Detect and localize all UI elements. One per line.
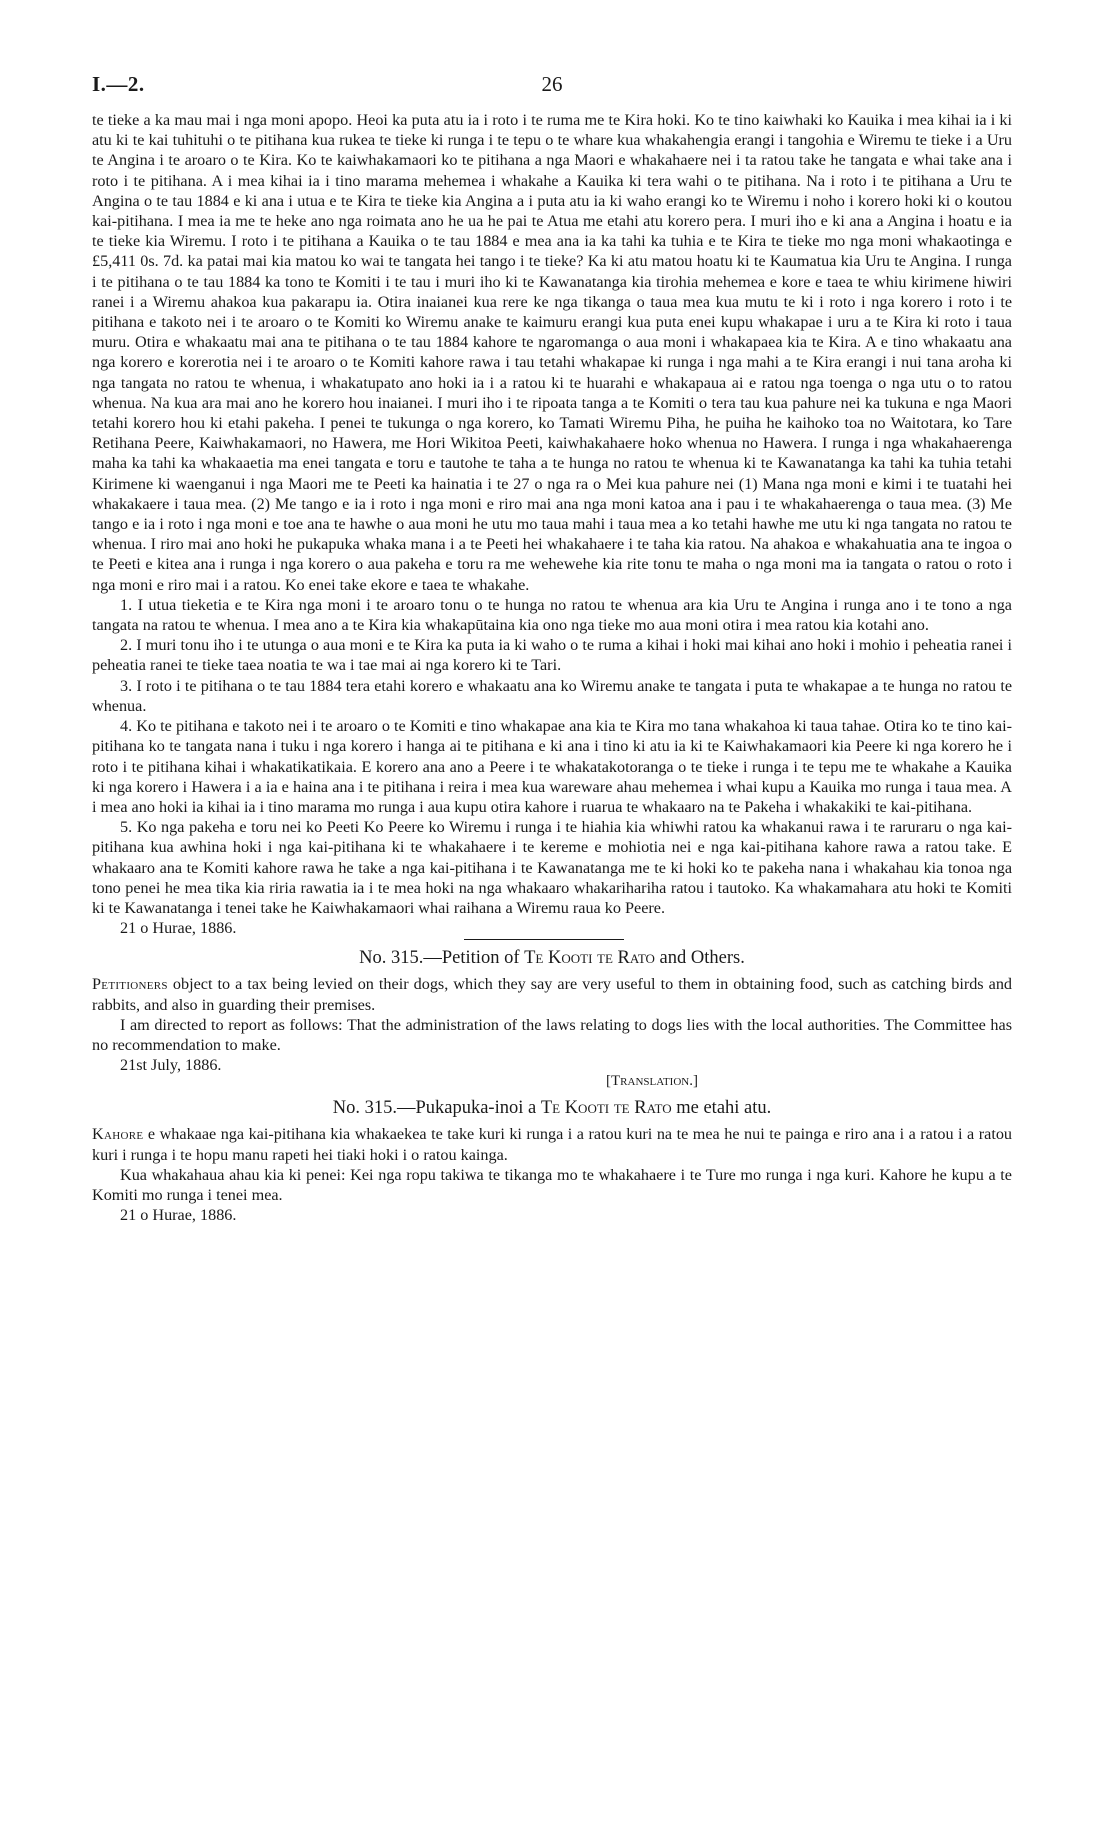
petitioner-name: Te Kooti te Rato	[524, 948, 655, 969]
petition-body	[92, 974, 1012, 1014]
report-item-4: 4. Ko te pitihana e takoto nei i te aroaro o te Komiti e tino whakapae ana kia te Kira mo tana whakahoa ki taua tahae. Otira ko te tino kai-pitihana ko te tangata nana i tuku i nga korero i hanga ai te pitihana e ki ana i tino ki atu ia ki te Kaiwhakamaori kia Peere ki nga korero he i roto i te pitihana kihai i whakatikatikaia. E korero ana ano a Peere i te whakatakotoranga o te tieke i runga i te tepu me te whakahe a Kauika ki nga korero i Hawera i a ia e haina ana i te pitihana i reira i mea kua wareware ahau mehemea i whai kupu a Kauika mo runga i taua mea. A i mea ano hoki ia kihai ia i tino marama mo runga i aua kupu otira kahore i ruarua te whakaaro na te Pakeha i whakakiki te kai-pitihana.	[92, 717, 1012, 816]
page-header	[92, 72, 1012, 110]
petition-lead-word: Petitioners	[92, 975, 168, 994]
report-date: 21 o Hurae, 1886.	[120, 919, 237, 938]
maori-petitioner-name: Te Kooti te Rato	[540, 1098, 672, 1119]
maori-body-text: e whakaae nga kai-pitihana kia whakaekea te take kuri ki runga i a ratou kuri na te mea he nui te painga e riro ana i a ratou i a ratou kuri i runga i te hopu manu rapeti hei tiaki hoki i o ratou kainga.	[92, 1125, 1012, 1164]
report-item-2: 2. I muri tonu iho i te utunga o aua moni e te Kira ka puta ia ki waho o te ruma a kihai i hoki mai kihai ano hoki i mohio i peheatia ranei i peheatia ranei te tieke taea noatia te wa i tae mai ai nga korero ki te Tari.	[92, 636, 1012, 675]
petition-heading	[92, 946, 1012, 970]
maori-petition-body	[92, 1124, 1012, 1164]
petition-body-text: object to a tax being levied on their dogs, which they say are very useful to them in obtaining food, such as catching birds and rabbits, and also in guarding their premises.	[92, 975, 1012, 1014]
section-divider	[464, 939, 624, 940]
petition-english-section	[92, 946, 1012, 1075]
maori-heading-prefix: No. 315.—Pukapuka-inoi a	[332, 1098, 537, 1119]
maori-report-section	[92, 110, 1012, 938]
series-reference: I.—2.	[92, 72, 145, 96]
petition-report: I am directed to report as follows: That the administration of the laws relating to dogs lies with the local authorities. The Committee has no recommendation to make.	[92, 1015, 1012, 1054]
report-paragraph: te tieke a ka mau mai i nga moni apopo. Heoi ka puta atu ia i roto i te ruma me te Kira hoki. Ko te tino kaiwhaki ko Kauika i mea kihai ia i ki atu ki te kai tuhituhi o te pitihana kua rukea te tieke ki runga i te tepu o te whare kua whakahengia erangi i tangohia e Wiremu te tieke i a Uru te Angina i te aroaro o te Kira. Ko te kaiwhakamaori ko te pitihana a nga Maori e whakahaere nei i ta ratou take he tangata e whai take ana i roto i te pitihana. A i mea kihai ia i tino marama mehemea i whakahe a Kauika ki tera wahi o te pitihana. Na i roto i te pitihana a Uru te Angina o te tau 1884 e ki ana i utua e te Kira te tieke kia Angina a i puta atu ia ki waho erangi ko te Wiremu i noho i korero hoki ki o koutou kai-pitihana. I mea ia me te heke ano nga roimata ano he ua he pai te Atua me etahi atu korero pera. I muri iho e ki ana a Angina i hoatu e ia te tieke kia Wiremu. I roto i te pitihana a Kauika o te tau 1884 e mea ana ia ka tahi ka tuhia e te Kira te tieke mo nga moni whakaotinga e £5,411 0s. 7d. ka patai mai kia matou ko wai te tangata hei tango i te tieke? Ka ki atu matou hoatu ki te Kaumatua kia Uru te Angina. I runga i te pitihana o te tau 1884 ka tono te Komiti i te tau i muri iho ki te Kawanatanga kia tirohia mehemea e kore e taea te whiu kirimene hiwiri ranei i a Wiremu ahakoa kua pakarapu ia. Otira inaianei kua rere ke nga tikanga o taua mea kua mutu te ki i roto i nga korero i roto i te pitihana e takoto nei i te aroaro o te Komiti ko Wiremu anake te kaimuru erangi kua puta enei kupu whakapae i uru a te Kira ki roto i taua muru. Otira e whakaatu mai ana te pitihana o te tau 1884 kahore te ngaromanga o aua moni i whakapaea kia te Kira. A e tino whakaatu ana nga korero e korerotia nei i te aroaro o te Komiti kahore rawa i tau tetahi whakapae ki runga i nga mahi a te Kira erangi i nui tana aroha ki nga tangata no ratou te whenua, i whakatupato ano hoki ia i a ratou ki te huarahi e whakapaua ai e ratou nga toenga o nga utu o to ratou whenua. Na kua ara mai ano he korero hou inaianei. I muri iho i te ripoata tanga a te Komiti o tera tau kua pahure nei ka tukuna e nga Maori tetahi korero hou ki etahi pakeha. I penei te tukunga o nga korero, ko Tamati Wiremu Piha, he puiha he kaihoko toa no Waitotara, ko Tare Retihana Peere, Kaiwhakamaori, no Hawera, me Hori Wikitoa Peeti, kaiwhakahaere hoko whenua no Hawera. I runga i nga whakahaerenga maha ka tahi ka whakaaetia ma enei tangata e toru e tautohe te taha a te hunga no ratou te whenua ki te Kawanatanga ka tahi ka tuhia tetahi Kirimene ki waenganui i nga Maori me te Peeti ka hainatia i te 27 o nga ra o Mei kua pahure nei (1) Mana nga moni e kimi i te tuatahi hei whakakaere i taua mea. (2) Me tango e ia i roto i nga moni e riro mai ana nga moni katoa ana i pau i te whakahaerenga o taua mea. (3) Me tango e ia i roto i nga moni e toe ana te hawhe o aua moni he utu mo taua mahi i taua mea a ko tetahi hawhe me utu ki nga tangata no ratou te whenua. I riro mai ano hoki he pukapuka whaka mana i a te Peeti hei whakahaere i te taha kia ratou. Na ahakoa e whakahuatia ana te ingoa o te Peeti e kitea ana i runga i nga korero o aua pakeha e toru ra me wehewehe kia rite tonu te maha o nga moni ma ia tangata o ratou o roto i nga moni e riro mai i a ratou. Ko enei take ekore e taea te whakahe.	[92, 111, 1012, 594]
petition-heading-prefix: No. 315.—Petition of	[359, 948, 520, 969]
report-item-1: 1. I utua tieketia e te Kira nga moni i te aroaro tonu o te hunga no ratou te whenua ara kia Uru te Angina i runga ano i te tono a nga tangata na ratou te whenua. I mea ano a te Kira kia whakapūtaina kia ono nga tieke mo aua moni otira i mea ratou kia kotahi ano.	[92, 595, 1012, 635]
document-page	[92, 72, 1012, 1802]
maori-petition-report: Kua whakahaua ahau kia ki penei: Kei nga ropu takiwa te tikanga mo te whakahaere i te Ture mo runga i nga kuri. Kahore he kupu a te Komiti mo runga i tenei mea.	[92, 1165, 1012, 1204]
maori-petition-heading	[92, 1096, 1012, 1120]
page-number: 26	[541, 72, 563, 96]
maori-petition-date: 21 o Hurae, 1886.	[120, 1206, 237, 1225]
report-item-3: 3. I roto i te pitihana o te tau 1884 tera etahi korero e whakaatu ana ko Wiremu anake te tangata i puta te whakapae a te hunga no ratou te whenua.	[92, 676, 1012, 715]
petition-maori-section	[92, 1096, 1012, 1225]
petition-date: 21st July, 1886.	[120, 1056, 222, 1075]
petition-heading-suffix: and Others.	[659, 948, 745, 969]
report-item-5: 5. Ko nga pakeha e toru nei ko Peeti Ko Peere ko Wiremu i runga i te hiahia kia whiwhi ratou ka whakanui rawa i te raruraru o nga kai-pitihana kua awhina hoki i nga kai-pitihana ki te whakahaere i te kereme e mohiotia nei e nga kai-pitihana kahore rawa a ratou take. E whakaaro ana te Komiti kahore rawa he take a nga kai-pitihana i te Kawanatanga me te ki hoki ko te pakeha nana i whakahau kia tonoa nga tono penei he mea tika kia riria rawatia ia i te mea hoki na nga whakaaro whakarihariha ratou i tautoko. Ka whakamahara atu hoki te Komiti ki te Kawanatanga i tenei take he Kaiwhakamaori whai raihana a Wiremu raua ko Peere.	[92, 818, 1012, 917]
maori-heading-suffix: me etahi atu.	[676, 1098, 772, 1119]
maori-lead-word: Kahore	[92, 1125, 144, 1144]
translation-label: [Translation.]	[606, 1073, 698, 1090]
